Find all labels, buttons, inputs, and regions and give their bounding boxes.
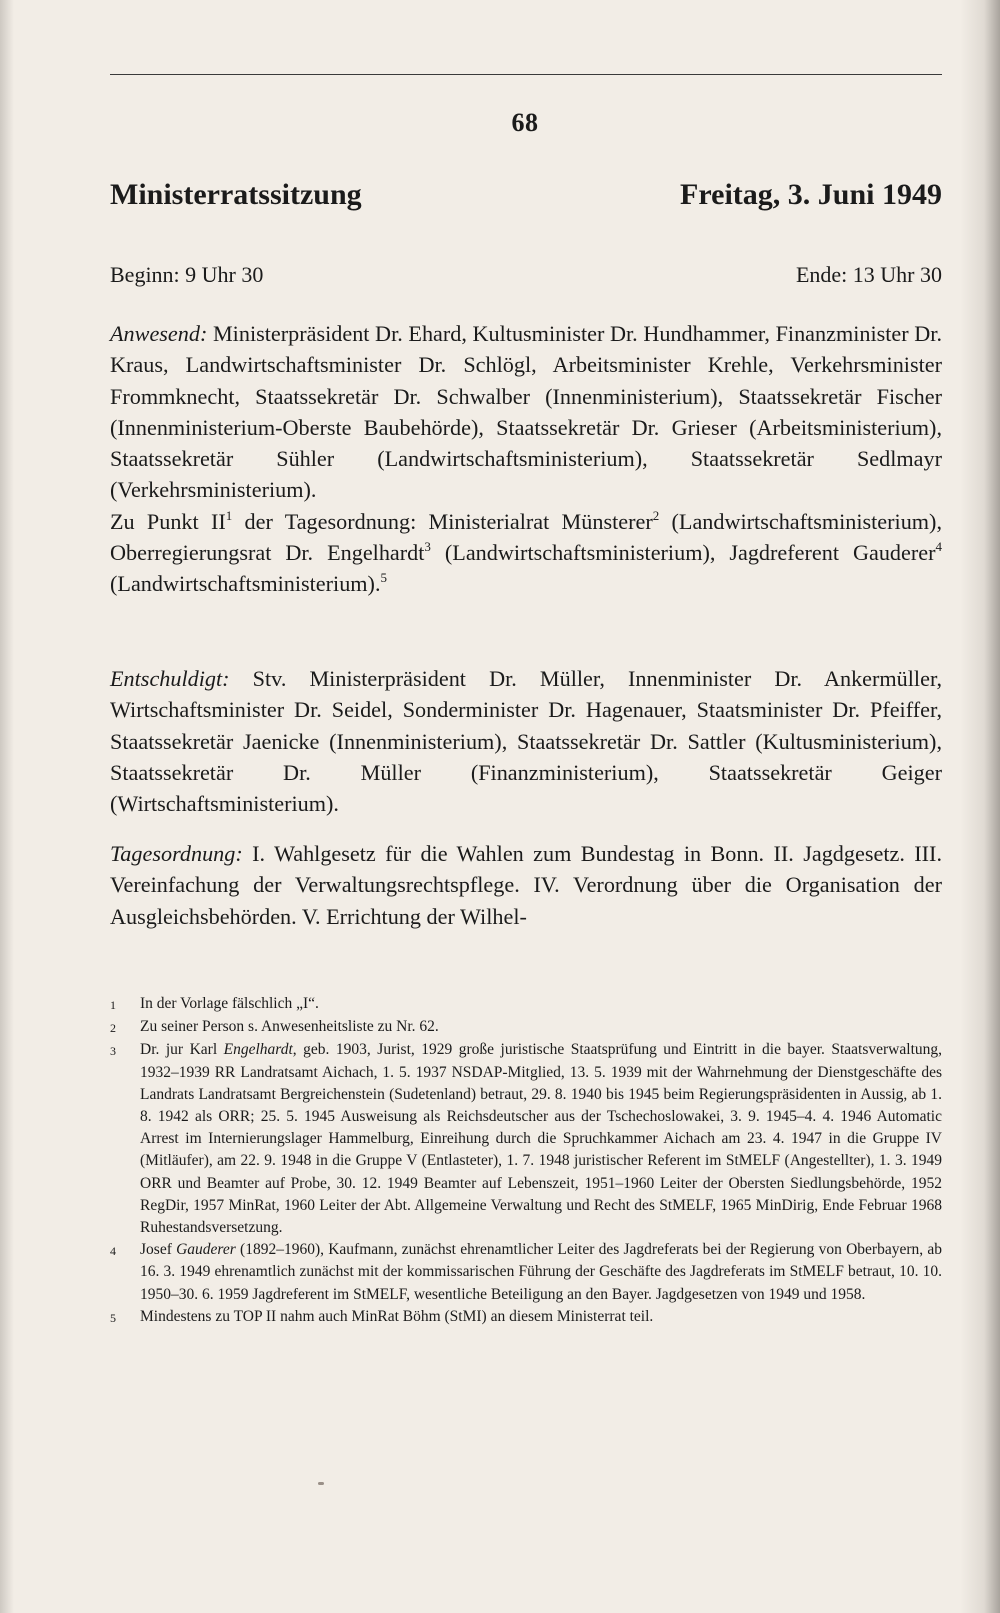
footnote-5 <box>110 1306 942 1329</box>
footnote-text: In der Vorlage fälschlich „I“. <box>140 995 319 1012</box>
footnote-text <box>140 1039 942 1239</box>
start-time: Beginn: 9 Uhr 30 <box>110 262 264 287</box>
session-date: Freitag, 3. Juni 1949 <box>680 178 942 211</box>
page-binding-shadow <box>960 0 1000 1613</box>
entschuldigt-text: Stv. Ministerpräsident Dr. Müller, Innenminister Dr. Ankermüller, Wirtschaftsminister Dr. Seidel, Sonderminister Dr. Hagenauer, Staatsminister Dr. Pfeiffer, Staatssekretär Jaenicke (Innenministerium), Staatssekretär Dr. Sattler (Kultusministerium), Staatssekretär Dr. Müller (Finanzministerium), Staatssekretär Geiger (Wirtschaftsministerium). <box>110 666 942 817</box>
footnote-person-name: Engelhardt <box>223 1041 293 1059</box>
session-times <box>110 262 942 288</box>
footnote-text: Mindestens zu TOP II nahm auch MinRat Böhm (StMI) an diesem Ministerrat teil. <box>140 1307 654 1325</box>
anwesend-paragraph <box>110 318 942 506</box>
footnote-ref-2[interactable]: 2 <box>652 507 660 523</box>
footnote-prefix: Josef <box>140 1241 177 1259</box>
agenda-section <box>110 838 942 932</box>
footnote-4 <box>110 1239 942 1306</box>
zu-punkt-text-4: (Landwirtschaftsministerium), Jagdreferent Gauderer <box>430 540 936 566</box>
end-time: Ende: 13 Uhr 30 <box>795 262 942 287</box>
zu-punkt-text-5: (Landwirtschaftsministerium). <box>110 571 381 597</box>
footnote-text <box>140 1239 942 1306</box>
session-title: Ministerratssitzung <box>110 178 362 211</box>
footnote-ref-4[interactable]: 4 <box>935 539 942 555</box>
tagesordnung-paragraph <box>110 838 942 932</box>
footnote-prefix: Dr. jur Karl <box>140 1041 224 1059</box>
footnote-body: (1892–1960), Kaufmann, zunächst ehrenamtlicher Leiter des Jagdreferats bei der Regierung von Oberbayern, ab 16. 3. 1949 ehrenamtlich zunächst mit der kommissarischen Führung der Geschäfte des Jagdreferats im StMELF betraut, 10. 10. 1950–30. 6. 1959 Jagdreferent im StMELF, wesentliche Beteiligung an den Bayer. Jagdgesetzen von 1949 und 1958. <box>140 1241 942 1303</box>
entschuldigt-label: Entschuldigt: <box>110 666 230 691</box>
footnote-ref-3[interactable]: 3 <box>424 539 431 555</box>
footnote-1 <box>110 993 942 1016</box>
page-left-shadow <box>0 0 14 1613</box>
footnote-ref-5[interactable]: 5 <box>380 570 387 586</box>
footnote-2 <box>110 1016 942 1039</box>
footnote-number: 4 <box>110 1244 116 1259</box>
zu-punkt-text-1: Zu Punkt II <box>110 508 226 534</box>
header-rule <box>110 74 942 75</box>
tagesordnung-text: I. Wahlgesetz für die Wahlen zum Bundestag in Bonn. II. Jagdgesetz. III. Vereinfachung der Verwaltungsrechtspflege. IV. Verordnung über die Organisation der Ausgleichsbehörden. V. Errichtung der Wilhel- <box>110 841 942 929</box>
footnote-3 <box>110 1039 942 1239</box>
anwesend-label: Anwesend: <box>110 321 208 346</box>
footnote-text: Zu seiner Person s. Anwesenheitsliste zu Nr. 62. <box>140 1018 439 1036</box>
page-number: 68 <box>511 108 539 137</box>
footnote-ref-1[interactable]: 1 <box>225 507 233 523</box>
zu-punkt-text-2: der Tagesordnung: Ministerialrat Münsterer <box>232 508 653 534</box>
footnote-number: 1 <box>110 998 116 1012</box>
footnote-number: 3 <box>110 1044 116 1059</box>
zu-punkt-paragraph <box>110 506 942 600</box>
footnote-body: , geb. 1903, Jurist, 1929 große juristische Staatsprüfung und Eintritt in die bayer. Staatsverwaltung, 1932–1939 RR Landratsamt Aichach, 1. 5. 1937 NSDAP-Mitglied, 13. 5. 1939 mit der Wahrnehmung der Dienstgeschäfte des Landrats Landratsamt Bergreichenstein (Sudetenland) betraut, 29. 8. 1940 bis 1945 beim Regierungspräsidenten in Aussig, ab 1. 8. 1942 als ORR; 25. 5. 1945 Ausweisung als Reichsdeutscher aus der Tschechoslowakei, 3. 9. 1945–4. 4. 1946 Automatic Arrest im Internierungslager Hammelburg, Einreihung durch die Spruchkammer Aichach am 23. 4. 1947 in die Gruppe IV (Mitläufer), am 22. 9. 1948 in die Gruppe V (Entlasteter), 1. 7. 1948 juristischer Referent im StMELF (Angestellter), 1. 3. 1949 ORR und Beamter auf Probe, 30. 12. 1949 Beamter auf Lebenszeit, 1951–1960 Leiter der Obersten Siedlungsbehörde, 1952 RegDir, 1957 MinRat, 1960 Leiter der Abt. Allgemeine Verwaltung und Recht des StMELF, 1965 MinDirig, Ende Februar 1968 Ruhestandsversetzung. <box>140 1041 942 1237</box>
footnotes <box>110 993 942 1329</box>
tagesordnung-label: Tagesordnung: <box>110 841 243 866</box>
attendance-section <box>110 318 942 600</box>
entschuldigt-paragraph <box>110 663 942 819</box>
footnote-number: 5 <box>110 1310 116 1325</box>
excused-section <box>110 663 942 819</box>
session-header <box>110 178 942 212</box>
anwesend-text: Ministerpräsident Dr. Ehard, Kultusminister Dr. Hundhammer, Finanzminister Dr. Kraus, Landwirtschaftsminister Dr. Schlögl, Arbeitsminister Krehle, Verkehrsminister Frommknecht, Staatssekretär Dr. Schwalber (Innenministerium), Staatssekretär Fischer (Innenministerium-Oberste Baubehörde), Staatssekretär Dr. Grieser (Arbeitsministerium), Staatssekretär Sühler (Landwirtschaftsministerium), Staatssekretär Sedlmayr (Verkehrsministerium). <box>110 321 942 503</box>
zu-punkt-text-3: (Landwirtschaftsministerium), Oberregierungsrat Dr. Engelhardt <box>110 508 942 566</box>
footnote-number: 2 <box>110 1021 116 1036</box>
paper-speck <box>318 1482 324 1485</box>
footnote-person-name: Gauderer <box>176 1241 236 1259</box>
